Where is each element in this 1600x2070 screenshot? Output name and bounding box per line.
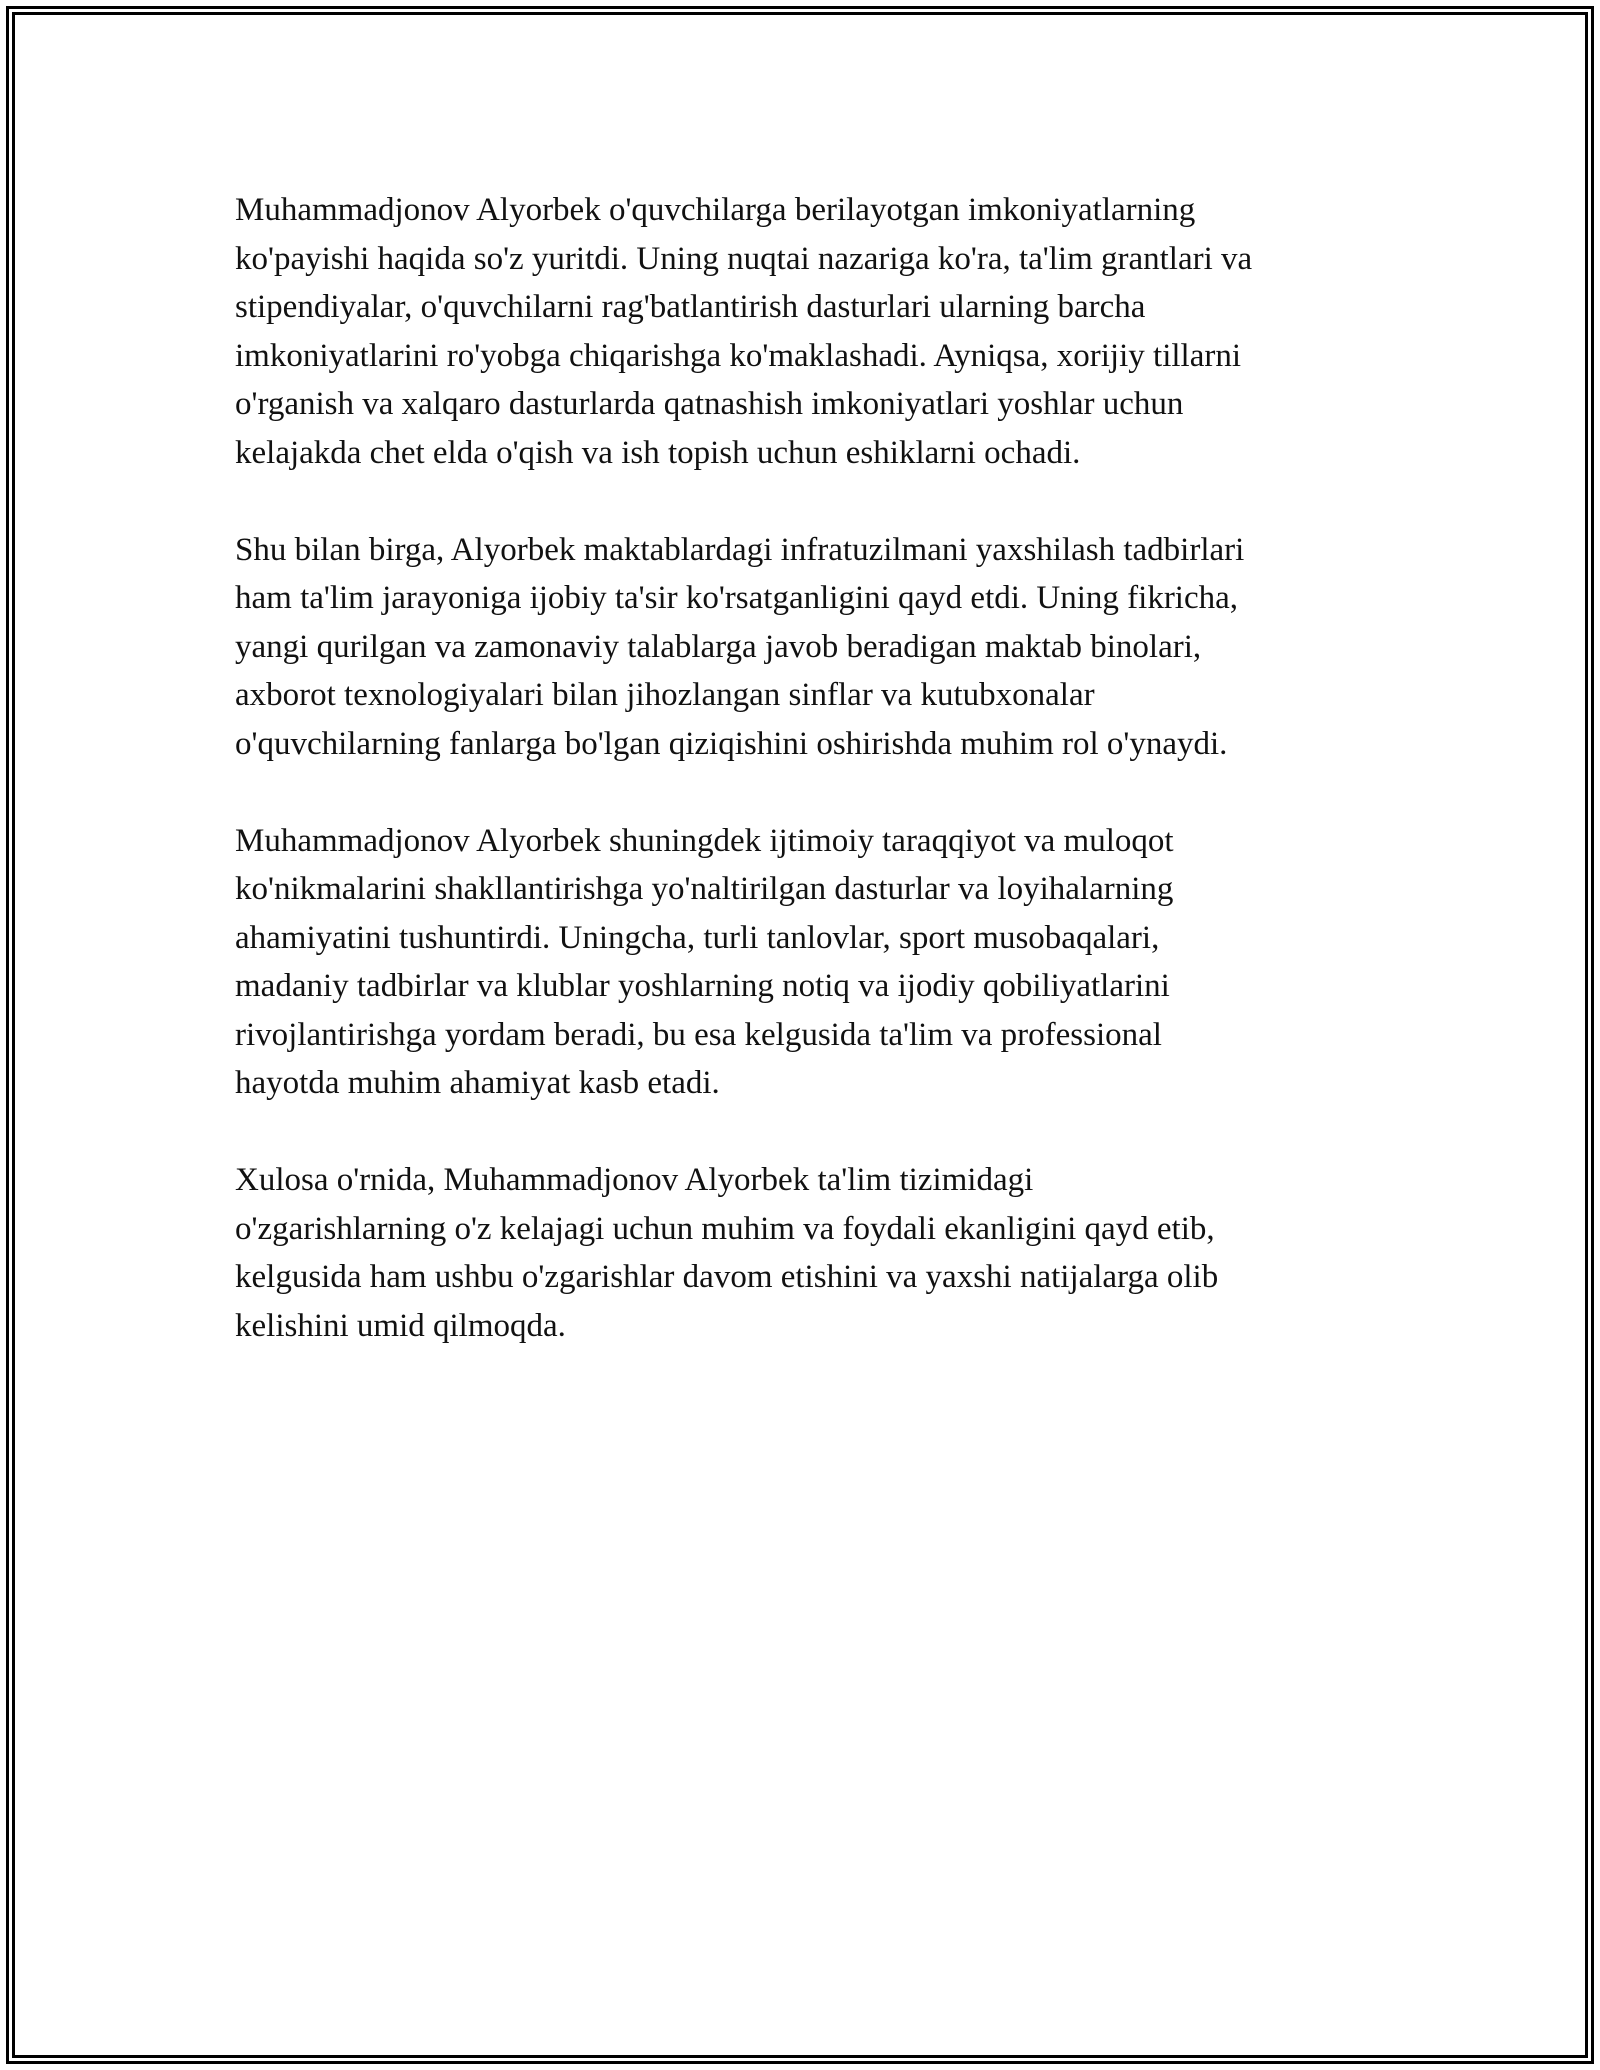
- paragraph-2: Shu bilan birga, Alyorbek maktablardagi infratuzilmani yaxshilash tadbirlari ham ta'lim jarayoniga ijobiy ta'sir ko'rsatganligini qayd etdi. Uning fikricha, yangi qurilgan va zamonaviy talablarga javob beradigan maktab binolari, axborot texnologiyalari bilan jihozlangan sinflar va kutubxonalar o'quvchilarning fanlarga bo'lgan qiziqishini oshirishda muhim rol o'ynaydi.: [235, 531, 1245, 762]
- document-body: [235, 186, 1385, 1399]
- paragraph-1: Muhammadjonov Alyorbek o'quvchilarga berilayotgan imkoniyatlarning ko'payishi haqida so'z yuritdi. Uning nuqtai nazariga ko'ra, ta'lim grantlari va stipendiyalar, o'quvchilarni rag'batlantirish dasturlari ularning barcha imkoniyatlarini ro'yobga chiqarishga ko'maklashadi. Ayniqsa, xorijiy tillarni o'rganish va xalqaro dasturlarda qatnashish imkoniyatlari yoshlar uchun kelajakda chet elda o'qish va ish topish uchun eshiklarni ochadi.: [235, 192, 1253, 471]
- paragraph-3: Muhammadjonov Alyorbek shuningdek ijtimoiy taraqqiyot va muloqot ko'nikmalarini shakllantirishga yo'naltirilgan dasturlar va loyihalarning ahamiyatini tushuntirdi. Uningcha, turli tanlovlar, sport musobaqalari, madaniy tadbirlar va klublar yoshlarning notiq va ijodiy qobiliyatlarini rivojlantirishga yordam beradi, bu esa kelgusida ta'lim va professional hayotda muhim ahamiyat kasb etadi.: [235, 822, 1174, 1101]
- paragraph-4: Xulosa o'rnida, Muhammadjonov Alyorbek ta'lim tizimidagi o'zgarishlarning o'z kelajagi uchun muhim va foydali ekanligini qayd etib, kelgusida ham ushbu o'zgarishlar davom etishini va yaxshi natijalarga olib kelishini umid qilmoqda.: [235, 1162, 1219, 1344]
